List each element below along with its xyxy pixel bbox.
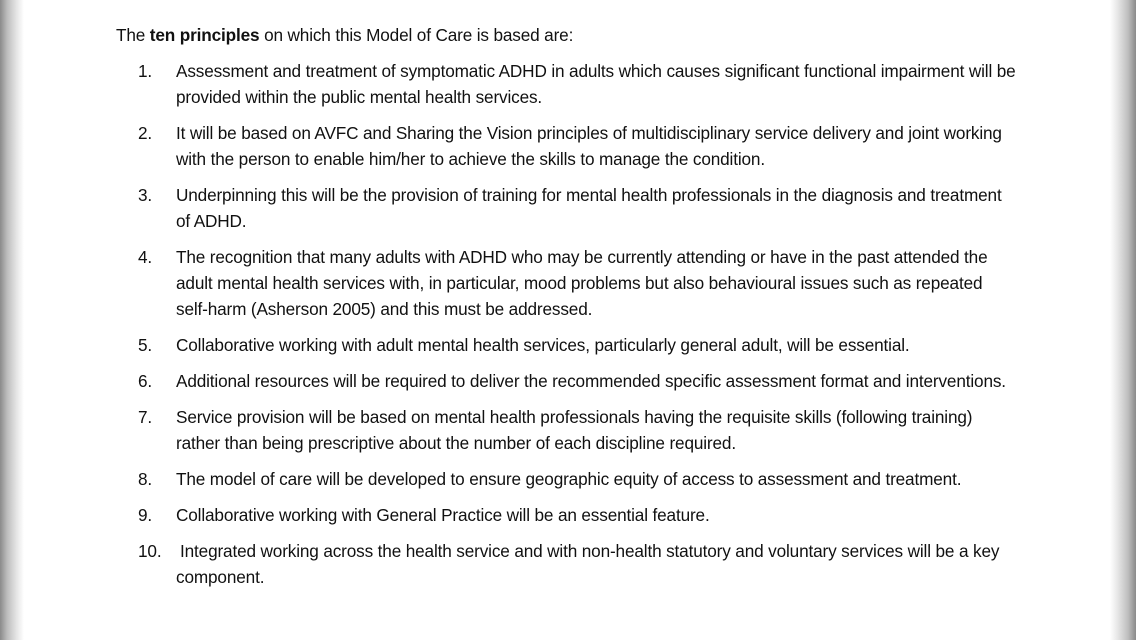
list-text: The model of care will be developed to ensure geographic equity of access to assessment and treatment. xyxy=(176,469,962,489)
principles-list xyxy=(116,58,1016,590)
list-text: Assessment and treatment of symptomatic ADHD in adults which causes significant functional impairment will be provided within the public mental health services. xyxy=(176,61,1016,107)
list-item xyxy=(116,368,1016,394)
page-shadow-left xyxy=(0,0,24,640)
list-number: 5. xyxy=(138,335,153,355)
list-text: It will be based on AVFC and Sharing the Vision principles of multidisciplinary service delivery and joint working with the person to enable him/her to achieve the skills to manage the condition. xyxy=(176,123,1002,169)
list-number: 6. xyxy=(138,371,153,391)
document-body xyxy=(116,22,1016,600)
list-item xyxy=(116,182,1016,234)
list-text: The recognition that many adults with ADHD who may be currently attending or have in the past attended the adult mental health services with, in particular, mood problems but also behavioural issues such as repeated self-harm (Asherson 2005) and this must be addressed. xyxy=(176,247,988,319)
list-number: 9. xyxy=(138,505,153,525)
list-number: 3. xyxy=(138,185,153,205)
list-number: 4. xyxy=(138,247,153,267)
list-item xyxy=(116,58,1016,110)
list-number: 7. xyxy=(138,407,153,427)
list-item xyxy=(116,502,1016,528)
list-text: Integrated working across the health service and with non-health statutory and voluntary services will be a key component. xyxy=(176,541,1000,587)
intro-sentence xyxy=(116,22,1016,48)
list-text: Service provision will be based on mental health professionals having the requisite skills (following training) rather than being prescriptive about the number of each discipline required. xyxy=(176,407,973,453)
list-item xyxy=(116,332,1016,358)
list-number: 2. xyxy=(138,123,153,143)
list-text: Underpinning this will be the provision of training for mental health professionals in the diagnosis and treatment of ADHD. xyxy=(176,185,1002,231)
intro-bold: ten principles xyxy=(149,25,260,45)
list-number: 10. xyxy=(138,541,162,561)
page-shadow-right xyxy=(1110,0,1136,640)
list-item xyxy=(116,538,1016,590)
intro-suffix: on which this Model of Care is based are: xyxy=(259,25,574,45)
list-text: Additional resources will be required to deliver the recommended specific assessment format and interventions. xyxy=(176,371,1006,391)
list-item xyxy=(116,120,1016,172)
list-item xyxy=(116,244,1016,322)
list-number: 8. xyxy=(138,469,153,489)
list-item xyxy=(116,466,1016,492)
list-text: Collaborative working with General Practice will be an essential feature. xyxy=(176,505,710,525)
list-item xyxy=(116,404,1016,456)
list-text: Collaborative working with adult mental health services, particularly general adult, will be essential. xyxy=(176,335,910,355)
list-number: 1. xyxy=(138,61,153,81)
intro-prefix: The xyxy=(116,25,150,45)
